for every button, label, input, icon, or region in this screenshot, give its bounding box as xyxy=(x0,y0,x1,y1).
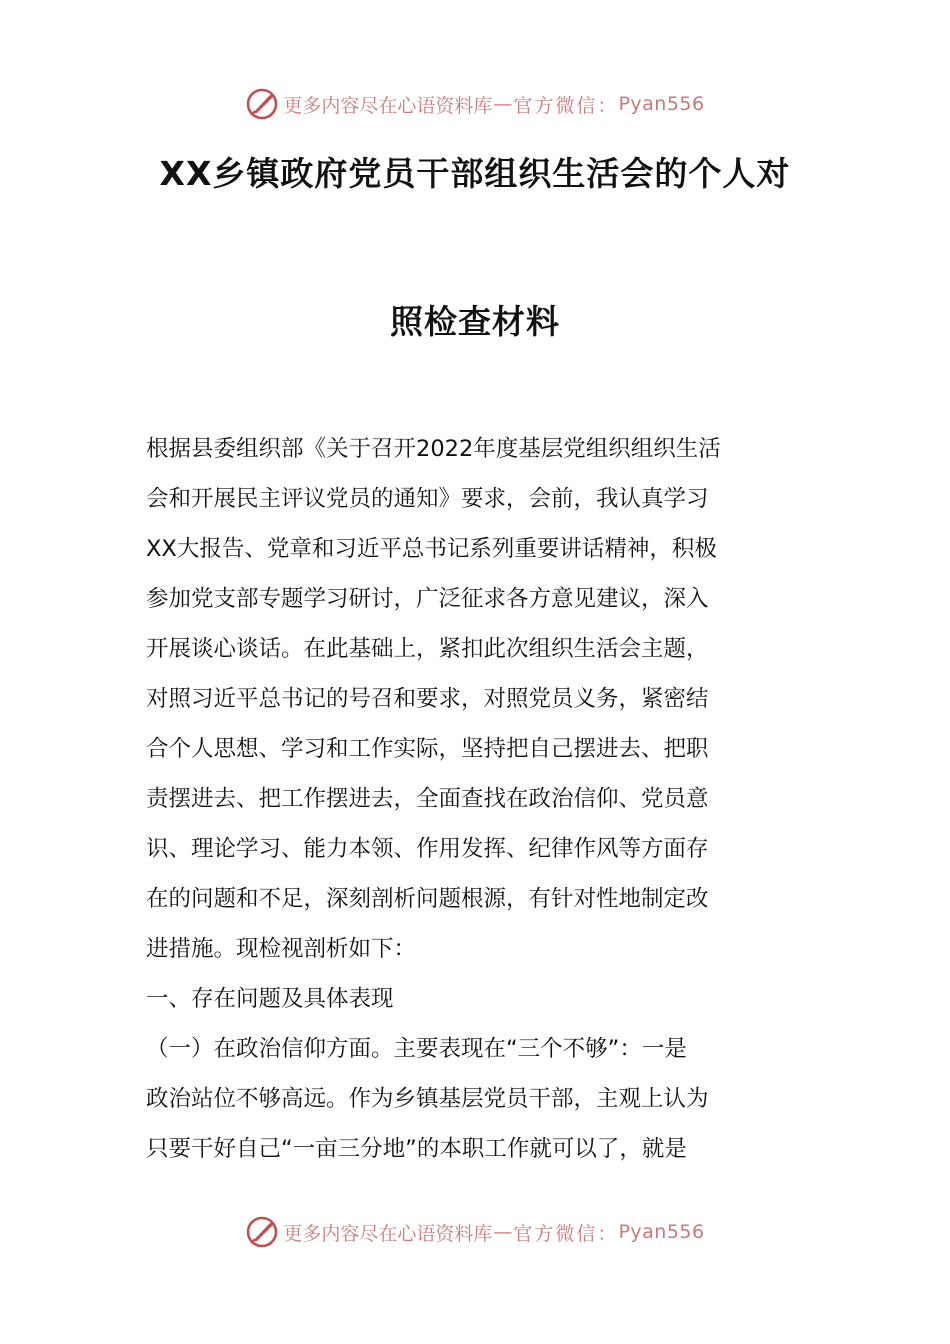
text-line: 会和开展民主评议党员的通知》要求，会前，我认真学习 xyxy=(146,486,709,512)
text-line: 在的问题和不足，深刻剖析问题根源，有针对性地制定改 xyxy=(146,886,709,912)
banner-text: 更多内容尽在心语资料库 xyxy=(283,1222,493,1245)
text-line: 参加党支部专题学习研讨，广泛征求各方意见建议，深入 xyxy=(146,586,709,612)
quill-logo-icon xyxy=(245,1215,279,1249)
wechat-id: Pyan556 xyxy=(618,1221,705,1243)
text-line: 开展谈心谈话。在此基础上，紧扣此次组织生活会主题， xyxy=(146,636,709,662)
header-banner xyxy=(0,84,950,124)
text-line: 根据县委组织部《关于召开2022年度基层党组织组织生活 xyxy=(146,436,721,462)
text-line: XX大报告、党章和习近平总书记系列重要讲话精神，积极 xyxy=(146,536,717,562)
quill-logo-icon xyxy=(245,87,279,121)
text-line: 进措施。现检视剖析如下： xyxy=(146,936,417,962)
section-heading-text: 一、存在问题及具体表现 xyxy=(146,986,394,1012)
banner-text: 更多内容尽在心语资料库 xyxy=(283,94,493,117)
banner-separator: — xyxy=(493,1221,513,1243)
wechat-label: 官方微信： xyxy=(513,1222,619,1245)
text-line: 对照习近平总书记的号召和要求，对照党员义务，紧密结 xyxy=(146,686,709,712)
wechat-id: Pyan556 xyxy=(618,93,705,115)
text-line: （一）在政治信仰方面。主要表现在“三个不够”：一是 xyxy=(146,1036,687,1062)
document-title-line-2: 照检查材料 xyxy=(390,302,560,341)
document-title-line-1: XX乡镇政府党员干部组织生活会的个人对 xyxy=(159,154,791,193)
footer-banner xyxy=(0,1212,950,1252)
text-line: 责摆进去、把工作摆进去，全面查找在政治信仰、党员意 xyxy=(146,786,709,812)
text-line: 识、理论学习、能力本领、作用发挥、纪律作风等方面存 xyxy=(146,836,709,862)
text-line: 合个人思想、学习和工作实际，坚持把自己摆进去、把职 xyxy=(146,736,709,762)
wechat-label: 官方微信： xyxy=(513,94,619,117)
text-line: 只要干好自己“一亩三分地”的本职工作就可以了，就是 xyxy=(146,1136,687,1162)
banner-separator: — xyxy=(493,93,513,115)
text-line: 政治站位不够高远。作为乡镇基层党员干部，主观上认为 xyxy=(146,1086,709,1112)
